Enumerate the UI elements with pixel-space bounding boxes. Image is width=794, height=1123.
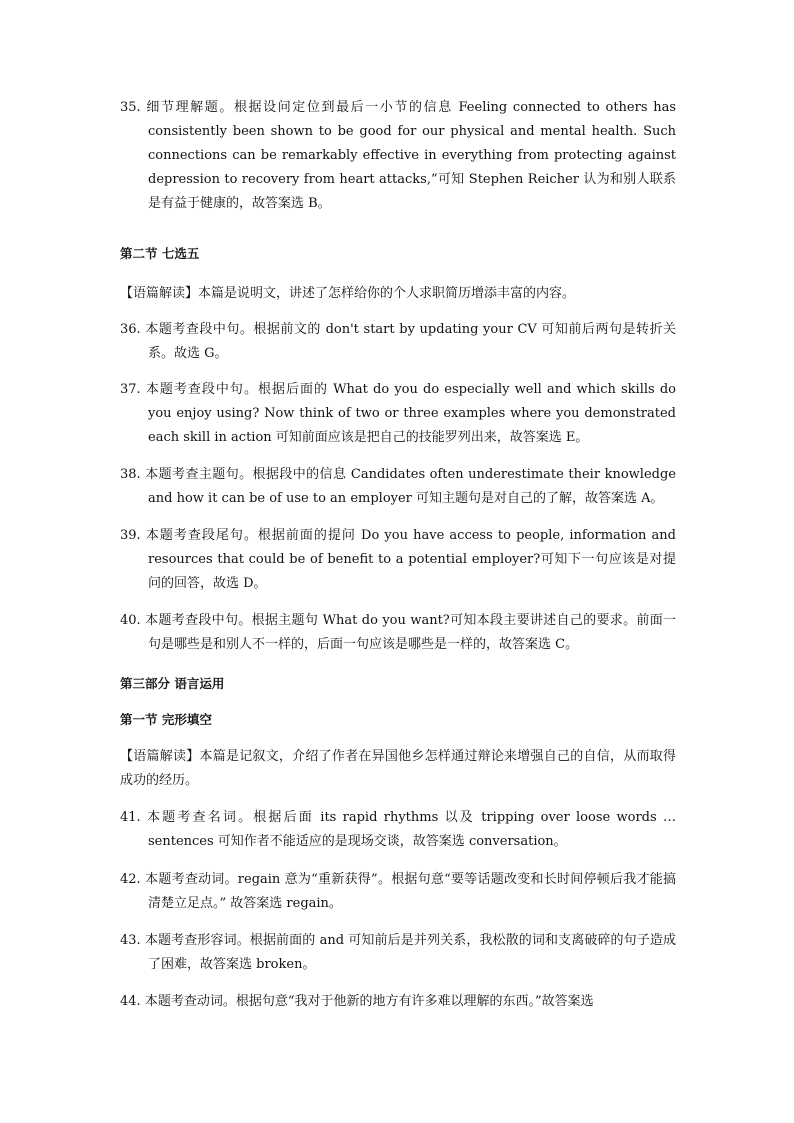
item-text: 本题考查动词。根据句意“我对于他新的地方有许多难以理解的东西。”故答案选 (144, 994, 594, 1009)
item-number: 44. (120, 994, 141, 1009)
answer-37 (120, 378, 676, 450)
item-number: 37. (120, 382, 141, 397)
item-text: 本题考查主题句。根据段中的信息 Candidates often underestimate their knowledge and how it can be of use to an employer 可知主题句是对自己的了解，故答案选 A。 (145, 467, 676, 506)
item-number: 41. (120, 810, 141, 825)
answer-39 (120, 524, 676, 596)
item-number: 36. (120, 322, 141, 337)
answer-44 (120, 990, 676, 1014)
answer-36 (120, 318, 676, 366)
item-text: 本题考查段中句。根据主题句 What do you want?可知本段主要讲述自己的要求。前面一句是哪些是和别人不一样的，后面一句应该是哪些是一样的，故答案选 C。 (145, 613, 677, 652)
section-intro: 【语篇解读】本篇是记叙文，介绍了作者在异国他乡怎样通过辩论来增强自己的自信，从而取得成功的经历。 (120, 749, 676, 788)
item-text: 本题考查形容词。根据前面的 and 可知前后是并列关系，我松散的词和支离破碎的句子造成了困难，故答案选 broken。 (144, 933, 676, 972)
answer-35 (120, 96, 676, 216)
answer-41 (120, 806, 676, 854)
item-text: 本题考查动词。regain 意为“重新获得”。根据句意“要等话题改变和长时间停顿后我才能搞清楚立足点。” 故答案选 regain。 (145, 872, 676, 911)
item-text: 本题考查名词。根据后面 its rapid rhythms 以及 tripping over loose words … sentences 可知作者不能适应的是现场交谈，故答案选 conversation。 (147, 810, 676, 849)
item-number: 43. (120, 933, 141, 948)
answer-43 (120, 929, 676, 977)
section-heading-qixuanwu: 第二节 七选五 (120, 246, 200, 261)
item-number: 42. (120, 872, 141, 887)
answer-38 (120, 463, 676, 511)
section-heading-cloze: 第一节 完形填空 (120, 712, 212, 727)
item-number: 35. (120, 100, 141, 115)
item-number: 40. (120, 613, 141, 628)
item-text: 本题考查段中句。根据前文的 don't start by updating your CV 可知前后两句是转折关系。故选 G。 (145, 322, 676, 361)
item-text: 本题考查段尾句。根据前面的提问 Do you have access to people, information and resources that could be of benefit to a potential employer?可知下一句应该是对提问的回答，故选 D。 (145, 528, 676, 591)
item-number: 38. (120, 467, 141, 482)
section-intro: 【语篇解读】本篇是说明文，讲述了怎样给你的个人求职简历增添丰富的内容。 (120, 286, 576, 301)
item-number: 39. (120, 528, 141, 543)
item-text: 本题考查段中句。根据后面的 What do you do especially well and which skills do you enjoy using? Now think of two or three examples where you demonstrated each skill in action 可知前面应该是把自己的技能罗列出来，故答案选 E。 (145, 382, 676, 445)
part-heading-language-use: 第三部分 语言运用 (120, 676, 225, 691)
answer-42 (120, 868, 676, 916)
item-text: 细节理解题。根据设问定位到最后一小节的信息 Feeling connected to others has consistently been shown to be good for our physical and mental health. Such connections can be remarkably effective in everything from protecting against depression to recovery from heart attacks,”可知 Stephen Reicher 认为和别人联系是有益于健康的，故答案选 B。 (146, 100, 677, 211)
answer-40 (120, 609, 676, 657)
